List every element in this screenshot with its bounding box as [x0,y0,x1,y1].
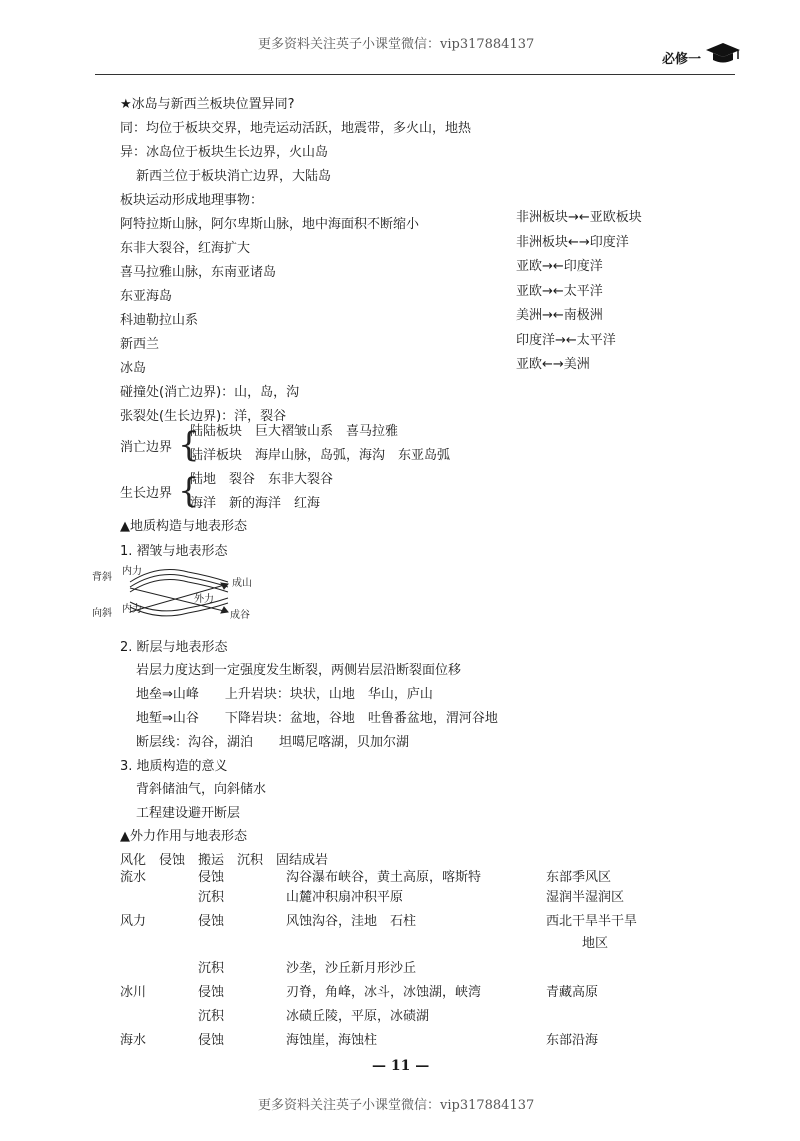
meaning-heading: 3. 地质构造的意义 [120,759,228,774]
plate-pair: 非洲板块→←亚欧板块 [516,210,642,225]
landform-cell: 山麓冲积扇冲积平原 [286,890,404,905]
fault-heading: 2. 断层与地表形态 [120,640,228,655]
agent-cell: 风力 [120,914,147,929]
header-rule [95,74,735,75]
fault-line: 岩层力度达到一定强度发生断裂，两侧岩层沿断裂面位移 [136,663,462,678]
region-cell: 青藏高原 [546,985,599,1000]
section-heading: ▲外力作用与地表形态 [120,829,247,844]
text-line: 阿特拉斯山脉，阿尔卑斯山脉，地中海面积不断缩小 [120,217,420,232]
region-cell: 东部沿海 [546,1033,599,1048]
text-line: 新西兰位于板块消亡边界，大陆岛 [136,169,332,184]
text-line: 喜马拉雅山脉，东南亚诸岛 [120,265,277,280]
text-line: 板块运动形成地理事物： [120,193,264,208]
text-line: 异：冰岛位于板块生长边界，火山岛 [120,145,329,160]
text-line: 碰撞处(消亡边界)：山，岛，沟 [120,385,300,400]
text-line: 东亚海岛 [120,289,173,304]
brace-icon: { [178,425,200,465]
text-line: 新西兰 [120,337,160,352]
consumption-boundary-label: 消亡边界 [120,440,173,455]
text-line: ★冰岛与新西兰板块位置异同? [120,97,295,112]
action-cell: 沉积 [198,1009,225,1024]
landform-cell: 刃脊，角峰，冰斗，冰蚀湖，峡湾 [286,985,482,1000]
graduation-cap-icon [702,40,744,66]
action-cell: 侵蚀 [198,985,225,1000]
external-force-label: 外力 [194,594,214,605]
internal-force-label: 内力 [122,566,142,577]
watermark-top: 更多资料关注英子小课堂微信：vip317884137 [258,37,535,52]
landform-cell: 沟谷瀑布峡谷，黄土高原，喀斯特 [286,870,482,885]
header-tag: 必修一 [662,52,702,67]
action-cell: 沉积 [198,961,225,976]
plate-pair: 印度洋→←太平洋 [516,332,616,348]
mountain-label: 成山 [232,578,252,589]
text-line: 同：均位于板块交界，地壳运动活跃，地震带，多火山，地热 [120,121,472,136]
plate-pair: 亚欧→←太平洋 [516,283,603,299]
text-line: 科迪勒拉山系 [120,313,199,328]
agent-cell: 冰川 [120,985,147,1000]
boundary-row: 海洋 新的海洋 红海 [190,496,321,511]
landform-cell: 沙垄，沙丘新月形沙丘 [286,961,417,976]
processes-line: 风化 侵蚀 搬运 沉积 固结成岩 [120,853,329,868]
boundary-row: 陆地 裂谷 东非大裂谷 [190,472,334,487]
region-cell: 西北干旱半干旱 [546,914,638,929]
brace-icon: { [178,471,200,511]
plate-pair: 亚欧←→美洲 [516,357,590,372]
meaning-line: 背斜储油气，向斜储水 [136,782,267,797]
plate-pair: 非洲板块←→印度洋 [516,234,629,250]
internal-force-label: 内力 [122,604,142,615]
landform-cell: 风蚀沟谷，洼地 石柱 [286,914,417,929]
fault-line: 地垒⇒山峰 上升岩块：块状，山地 华山，庐山 [136,687,433,702]
fold-heading: 1. 褶皱与地表形态 [120,544,228,559]
anticline-label: 背斜 [92,572,112,583]
text-line: 冰岛 [120,361,147,376]
text-line: 东非大裂谷，红海扩大 [120,241,251,256]
section-heading: ▲地质构造与地表形态 [120,519,247,534]
watermark-bottom: 更多资料关注英子小课堂微信：vip317884137 [258,1098,535,1113]
page-number: — 11 — [372,1058,430,1074]
fault-line: 地堑⇒山谷 下降岩块：盆地，谷地 吐鲁番盆地，渭河谷地 [136,711,498,726]
region-cell: 地区 [582,936,609,951]
syncline-label: 向斜 [92,608,112,619]
boundary-row: 陆陆板块 巨大褶皱山系 喜马拉雅 [190,424,399,439]
fold-diagram [118,560,238,620]
landform-cell: 海蚀崖，海蚀柱 [286,1033,378,1048]
plate-pair: 美洲→←南极洲 [516,308,603,323]
valley-label: 成谷 [230,610,250,621]
meaning-line: 工程建设避开断层 [136,806,241,821]
action-cell: 侵蚀 [198,914,225,929]
fault-line: 断层线：沟谷，湖泊 坦噶尼喀湖，贝加尔湖 [136,735,410,750]
text-line: 张裂处(生长边界)：洋，裂谷 [120,409,287,424]
growth-boundary-label: 生长边界 [120,486,173,501]
agent-cell: 海水 [120,1033,147,1048]
plate-pair: 亚欧→←印度洋 [516,259,603,274]
region-cell: 东部季风区 [546,870,612,885]
region-cell: 湿润半湿润区 [546,890,625,905]
landform-cell: 冰碛丘陵，平原，冰碛湖 [286,1009,430,1024]
action-cell: 侵蚀 [198,1033,225,1048]
action-cell: 侵蚀 [198,870,225,885]
agent-cell: 流水 [120,870,147,885]
boundary-row: 陆洋板块 海岸山脉，岛弧，海沟 东亚岛弧 [190,448,451,463]
action-cell: 沉积 [198,890,225,905]
